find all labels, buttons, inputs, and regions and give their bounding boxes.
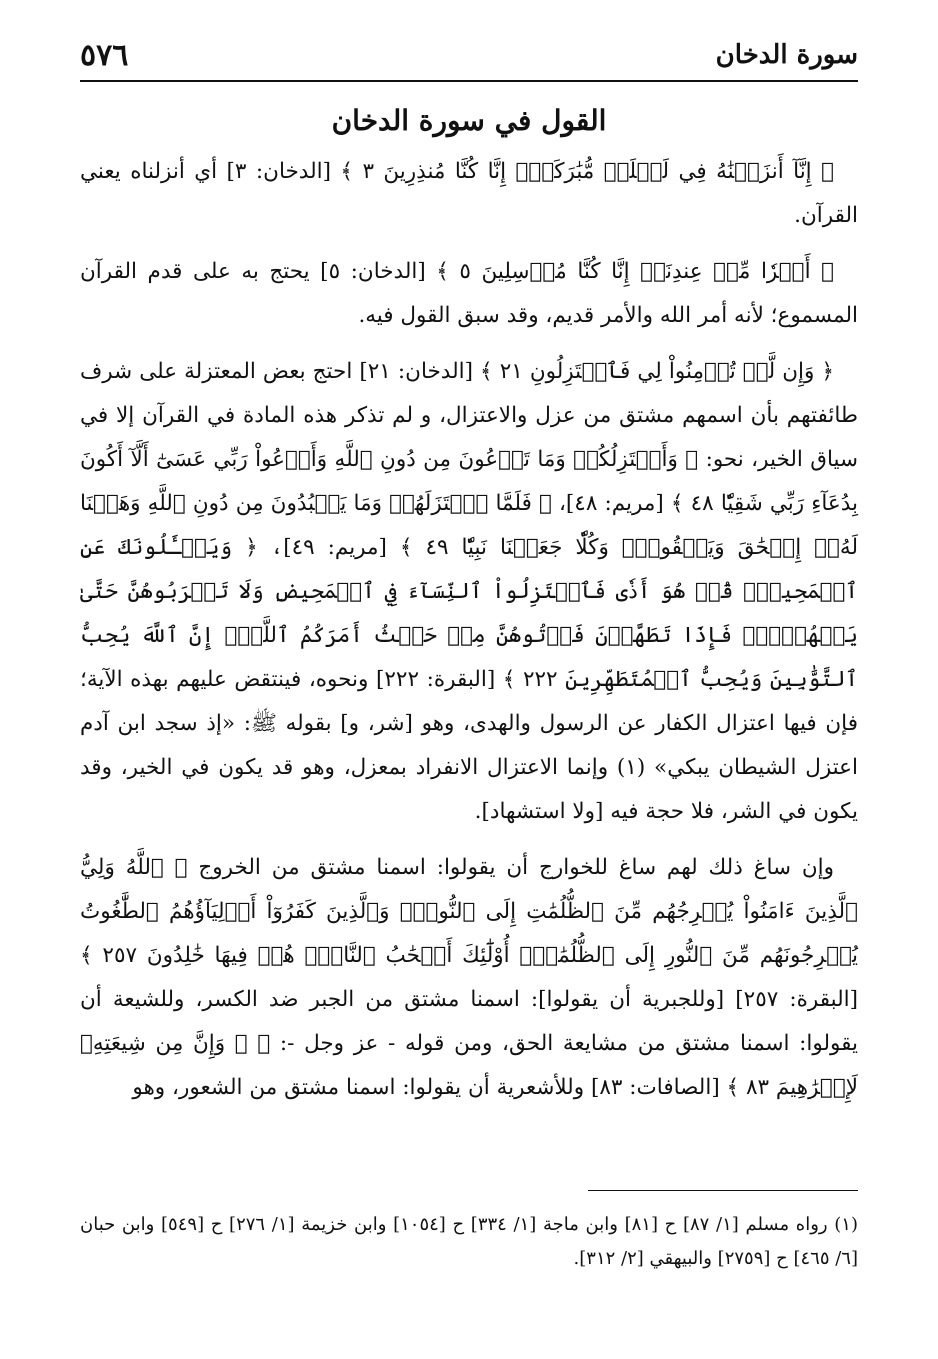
section-title: القول في سورة الدخان [331, 104, 607, 137]
page-number: ٥٧٦ [80, 37, 129, 73]
paragraph-4: وإن ساغ ذلك لهم ساغ للخوارج أن يقولوا: اسمنا مشتق من الخروج ﴿ ٱللَّهُ وَلِيُّ ٱلَّذِينَ ءَامَنُواْ يُخۡرِجُهُم مِّنَ ٱلظُّلُمَٰتِ إِلَى ٱلنُّورِۖ وَٱلَّذِينَ كَفَرُوٓاْ أَوۡلِيَآؤُهُمُ ٱلطَّٰغُوتُ يُخۡرِجُونَهُم مِّنَ ٱلنُّورِ إِلَى ٱلظُّلُمَٰتِۗ أُوْلَٰٓئِكَ أَصۡحَٰبُ ٱلنَّارِۖ هُمۡ فِيهَا خَٰلِدُونَ ٢٥٧ ﴾ [البقرة: ٢٥٧] [وللجبرية أن يقولوا]: اسمنا مشتق من الجبر ضد الكسر، وللشيعة أن يقولوا: اسمنا مشتق من مشايعة الحق، ومن قوله - عز وجل -: ﴿ ۞ وَإِنَّ مِن شِيعَتِهِۦ لَإِبۡرَٰهِيمَ ٨٣ ﴾ [الصافات: ٨٣] وللأشعرية أن يقولوا: اسمنا مشتق من الشعور، وهو [80, 855, 858, 1100]
paragraph-1: ﴿ إِنَّآ أَنزَلۡنَٰهُ فِي لَيۡلَةٖ مُّبَٰرَكَةٍۚ إِنَّا كُنَّا مُنذِرِينَ ٣ ﴾ [الدخان: ٣] أي أنزلناه يعني القرآن. [80, 159, 858, 228]
footnote: (١) رواه مسلم [١/ ٨٧] ح [٨١] وابن ماجة [١/ ٣٣٤] ح [١٠٥٤] وابن خزيمة [١/ ٢٧٦] ح [٥٤٩] وابن حبان [٦/ ٤٦٥] ح [٢٧٥٩] والبيهقي [٢/ ٣١٢]. [80, 1214, 858, 1269]
footnote-divider [588, 1190, 858, 1191]
paragraph-3: ﴿ وَإِن لَّمۡ تُؤۡمِنُواْ لِي فَٱعۡتَزِلُونِ ٢١ ﴾ [الدخان: ٢١] احتج بعض المعتزلة على شرف طائفتهم بأن اسمهم مشتق من عزل والاعتزال، و لم تذكر هذه المادة في القرآن إلا في سياق الخير، نحو: ﴿ وَأَعۡتَزِلُكُمۡ وَمَا تَدۡعُونَ مِن دُونِ ٱللَّهِ وَأَدۡعُواْ رَبِّي عَسَىٰٓ أَلَّآ أَكُونَ بِدُعَآءِ رَبِّي شَقِيّٗا ٤٨ ﴾ [مريم: ٤٨]، ﴿ فَلَمَّا ٱعۡتَزَلَهُمۡ وَمَا يَعۡبُدُونَ مِن دُونِ ٱللَّهِ وَهَبۡنَا لَهُۥٓ إِسۡحَٰقَ وَيَعۡقُوبَۖ وَكُلّٗا جَعَلۡنَا نَبِيّٗا ٤٩ ﴾ [مريم: ٤٩]، ﴿ وَيَسۡـَٔلُونَكَ عَنِ ٱلۡمَحِيضِۖ قُلۡ هُوَ أَذٗى فَٱعۡتَزِلُواْ ٱلنِّسَآءَ فِي ٱلۡمَحِيضِ وَلَا تَقۡرَبُوهُنَّ حَتَّىٰ يَطۡهُرۡنَۖ فَإِذَا تَطَهَّرۡنَ فَأۡتُوهُنَّ مِنۡ حَيۡثُ أَمَرَكُمُ ٱللَّهُۚ إِنَّ ٱللَّهَ يُحِبُّ ٱلتَّوَّٰبِينَ وَيُحِبُّ ٱلۡمُتَطَهِّرِينَ ٢٢٢ ﴾ [البقرة: ٢٢٢] ونحوه، فينتقض عليهم بهذه الآية؛ فإن فيها اعتزال الكفار عن الرسول والهدى، وهو [شر، و] بقوله ﷺ: «إذ سجد ابن آدم اعتزل الشيطان يبكي» (١) وإنما الاعتزال الانفراد بمعزل، وهو قد يكون في الخير، وقد يكون في الشر، فلا حجة فيه [ولا استشهاد]. [80, 359, 859, 824]
paragraph-2: ﴿ أَمۡرٗا مِّنۡ عِندِنَآۚ إِنَّا كُنَّا مُرۡسِلِينَ ٥ ﴾ [الدخان: ٥] يحتج به على قدم القرآن المسموع؛ لأنه أمر الله والأمر قديم، وقد سبق القول فيه. [80, 259, 858, 328]
sura-name: سورة الدخان [715, 40, 858, 70]
body-text [80, 150, 858, 1122]
running-header [80, 30, 858, 82]
